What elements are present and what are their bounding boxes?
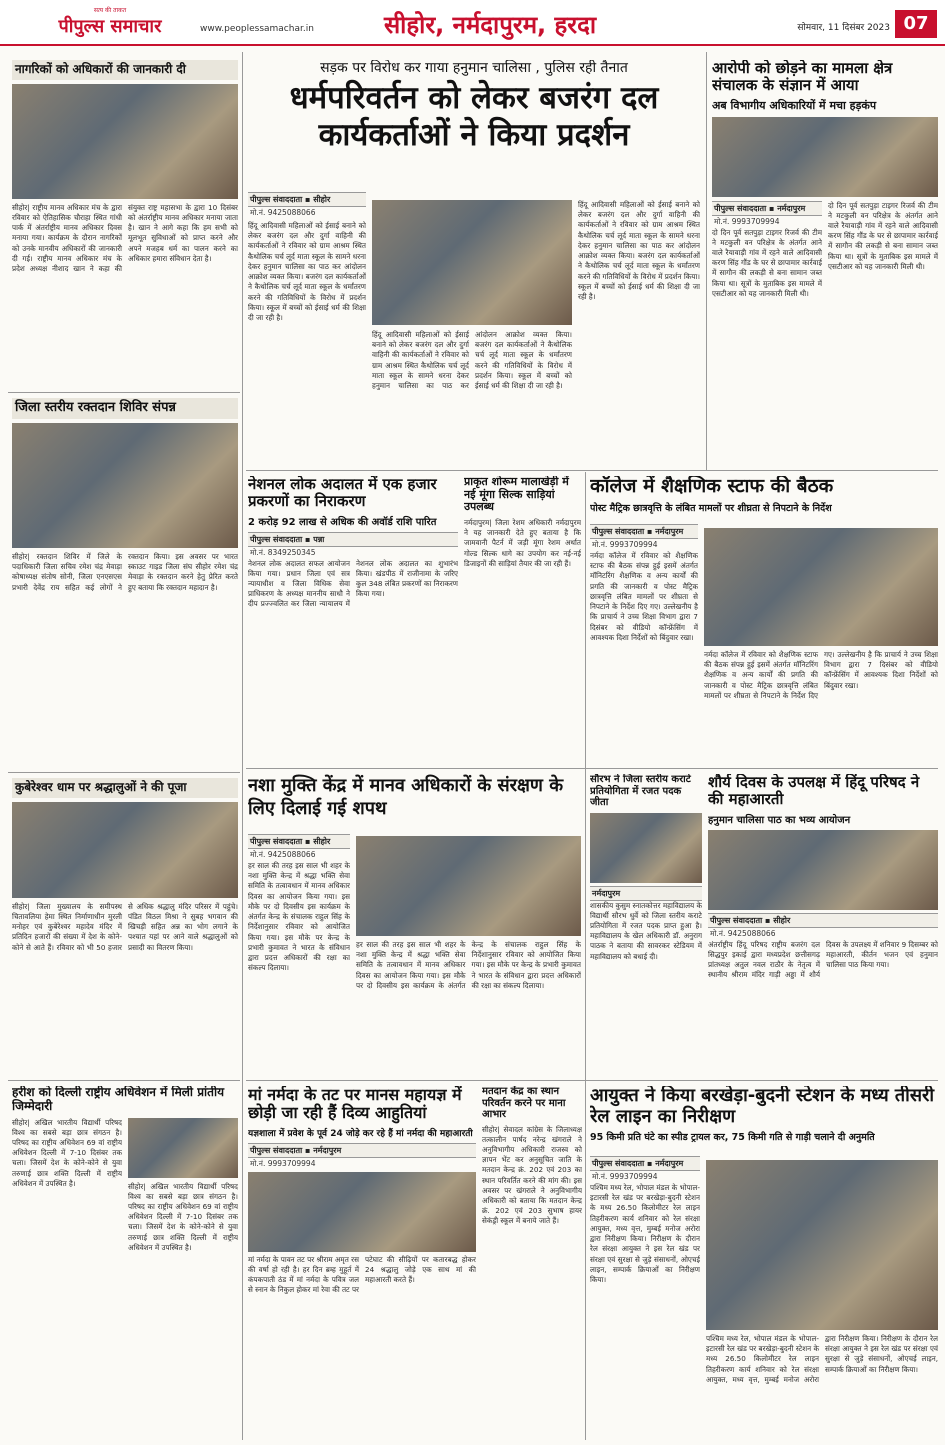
headline: धर्मपरिवर्तन को लेकर बजरंग दल कार्यकर्ताओं ने किया प्रदर्शन: [289, 80, 659, 154]
byline-mobile: मो.नं. 9425088066: [250, 208, 316, 217]
article-body-continued: सीहोर| अखिल भारतीय विद्यार्थी परिषद विश्व का सबसे बड़ा छात्र संगठन है। परिषद का राष्ट्रीय अधिवेशन 69 वां राष्ट्रीय अधिवेशन दिल्ली में 7-10 दिसंबर तक चला। जिसमें देश के कोने-कोने से युवा तरुणाई छात्र शक्ति दिल्ली में राष्ट्रीय अधिवेशन में उपस्थित है।: [128, 1181, 238, 1252]
byline-name: पीपुल्स संवाददाता: [250, 195, 303, 204]
byline-name: पीपुल्स संवाददाता: [710, 915, 763, 925]
byline-mobile: मो.नं. 9993709994: [714, 216, 780, 226]
byline-place: नर्मदापुरम: [655, 1159, 684, 1168]
article-rail-inspection: [590, 1086, 938, 1440]
byline-name: पीपुल्स संवाददाता: [592, 527, 645, 536]
article-body: सीहोर| रक्तदान शिविर में जिले के पदाधिकारी जिला सचिव रमेश चंद्र मेवाड़ा कोषाध्यक्ष संतोष सोनी, जिला एनएसएस प्रभारी देवेंद्र राय सहित कई लोगों ने रक्तदान किया। इस अवसर पर भारत स्काउट गाइड जिला संघ सीहोर रमेश चंद्र मेवाड़ा के रक्तदान करने हेतु प्रेरित करते हुए बताया कि रक्तदान महादान है।: [12, 551, 238, 592]
headline: जिला स्तरीय रक्तदान शिविर संपन्न: [12, 398, 238, 419]
headline: आयुक्त ने किया बरखेड़ा-बुदनी स्टेशन के मध्य तीसरी रेल लाइन का निरीक्षण: [590, 1086, 935, 1127]
byline-place: सीहोर: [313, 837, 331, 846]
byline-name: पीपुल्स संवाददाता: [592, 1159, 645, 1168]
subheadline: पोस्ट मैट्रिक छात्रवृत्ति के लंबित मामलों पर शीघ्रता से निपटाने के निर्देश: [590, 502, 832, 514]
article-photo: [590, 813, 702, 883]
article-karate: [590, 774, 702, 1074]
headline: नेशनल लोक अदालत में एक हजार प्रकरणों का निराकरण: [248, 476, 437, 511]
headline: कुबेरेश्वर धाम पर श्रद्धालुओं ने की पूजा: [12, 778, 238, 798]
byline: पीपुल्स संवाददाता ▪ सीहोर: [248, 834, 350, 849]
byline-place: पन्ना: [313, 534, 325, 544]
headline: मतदान केंद्र का स्थान परिवर्तन करने पर माना आभार: [482, 1086, 566, 1120]
article-de-addiction: [248, 774, 581, 1074]
kicker: सड़क पर विरोध कर गाया हनुमान चालिसा , पुलिस रही तैनात: [320, 60, 628, 76]
article-body: सीहोर| जिला मुख्यालय के समीपस्थ चितावलिया हेमा स्थित निर्माणाधीन मुरली मनोहर एवं कुबेरेश्वर महादेव मंदिर में प्रतिदिन हजारों की संख्या में देश के कोने-कोने से आते हैं। रविवार को भी 50 हजार से अधिक श्रद्धालु मंदिर परिसर में पहुंचे। पंडित विठल मिश्रा ने सुबह भगवान की खिचड़ी सहित अन्न का भोग लगाने के पश्चात यहां पर आने वाले श्रद्धालुओं को प्रसादी का वितरण किया।: [12, 901, 238, 952]
article-photo: [706, 1160, 938, 1330]
article-body-continued: हिंदू आदिवासी महिलाओं को ईसाई बनाने को लेकर बजरंग दल और दुर्गा वाहिनी की कार्यकर्ताओं ने रविवार को ग्राम आश्रम स्थित कैथोलिक चर्च लूर्द माता स्कूल के सामने धरना देकर हनुमान चालिसा का पाठ कर आंदोलन आक्रोश व्यक्त किया। बजरंग दल कार्यकर्ताओं ने कैथोलिक चर्च लूर्द माता स्कूल के धर्मांतरण करने की गतिविधियों के विरोध में प्रदर्शन किया। स्कूल में बच्चों को ईसाई धर्म की शिक्षा दी जा रही है।: [372, 330, 572, 391]
masthead-url: www.peoplessamachar.in: [200, 24, 314, 34]
article-body-continued: दो दिन पूर्व सतपुड़ा टाइगर रिजर्व की टीम ने मटकुली वन परिक्षेत्र के अंतर्गत आने वाले रैयावाड़ी गांव में रहने वाले आदिवासी करण सिंह गौंड के घर से छापामार कार्रवाई में सागौन की लकड़ी से बना सामान जब्त किया था। सूत्रों के मुताबिक इस मामले में एसटीआर को यह जानकारी मिली थी।: [828, 200, 938, 271]
article-body-right: हिंदू आदिवासी महिलाओं को ईसाई बनाने को लेकर बजरंग दल और दुर्गा वाहिनी की कार्यकर्ताओं ने रविवार को ग्राम आश्रम स्थित कैथोलिक चर्च लूर्द माता स्कूल के सामने धरना देकर हनुमान चालिसा का पाठ कर आंदोलन आक्रोश व्यक्त किया। बजरंग दल कार्यकर्ताओं ने कैथोलिक चर्च लूर्द माता स्कूल के धर्मांतरण करने की गतिविधियों के विरोध में प्रदर्शन किया। स्कूल में बच्चों को ईसाई धर्म की शिक्षा दी जा रही है।: [578, 200, 700, 301]
headline: नागरिकों को अधिकारों की जानकारी दी: [12, 60, 238, 80]
headline: प्राकृत शोरूम मालाखेड़ी में नई मूंगा सिल्क साड़ियां उपलब्ध: [464, 476, 569, 514]
article-photo: [12, 423, 238, 548]
headline: सौरभ ने जिला स्तरीय कराटे प्रतियोगिता में रजत पदक जीता: [590, 774, 691, 808]
article-body: नर्मदा कॉलेज में रविवार को शैक्षणिक स्टाफ की बैठक संपन्न हुई इसमें अंतर्गत मॉनिटरिंग शैक्षणिक व अन्य कार्यों की प्रगति की जानकारी व पोस्ट मैट्रिक छात्रवृत्ति लंबित मामलों पर शीघ्रता से निपटाने के निर्देश दिए गए। उल्लेखनीय है कि प्राचार्य ने उच्च शिक्षा विभाग द्वारा 7 दिसंबर को वीडियो कॉन्फ्रेंसिंग में आवश्यक दिशा निर्देशों को बिंदुवार रखा।: [590, 551, 698, 642]
article-photo: [704, 528, 938, 646]
byline-name: पीपुल्स संवाददाता: [250, 1145, 303, 1155]
page-number: 07: [895, 10, 937, 38]
byline-place: सीहोर: [773, 915, 791, 925]
article-college-meeting: [590, 476, 938, 766]
byline: पीपुल्स संवाददाता ▪ नर्मदापुरम: [248, 1143, 476, 1158]
article-lok-adalat: [248, 476, 458, 764]
article-body-continued: हर साल की तरह इस साल भी शहर के नशा मुक्ति केन्द्र में श्रद्धा भक्ति सेवा समिति के तत्वावधान में मानव अधिकार दिवस का आयोजन किया गया। इस मौके पर दो दिवसीय इस कार्यक्रम के अंतर्गत केन्द्र के संचालक राहुल सिंह के निर्देशानुसार रविवार को आयोजित किया गया। इस मौके पर केन्द्र के प्रभारी कुमावत ने भारत के संविधान द्वारा प्रदत्त अधिकारों की रक्षा का संकल्प दिलाया।: [356, 940, 581, 990]
headline: कॉलेज में शैक्षणिक स्टाफ की बैठक: [590, 476, 834, 497]
article-body: हर साल की तरह इस साल भी शहर के नशा मुक्ति केन्द्र में श्रद्धा भक्ति सेवा समिति के तत्वावधान में मानव अधिकार दिवस का आयोजन किया गया। इस मौके पर दो दिवसीय इस कार्यक्रम के अंतर्गत केन्द्र के संचालक राहुल सिंह के निर्देशानुसार रविवार को आयोजित किया गया। इस मौके पर केन्द्र के प्रभारी कुमावत ने भारत के संविधान द्वारा प्रदत्त अधिकारों की रक्षा का संकल्प दिलाया।: [248, 861, 350, 973]
edition-date: सोमवार, 11 दिसंबर 2023: [797, 23, 890, 33]
byline-name: पीपुल्स संवाददाता: [250, 534, 303, 544]
article-body: दो दिन पूर्व सतपुड़ा टाइगर रिजर्व की टीम ने मटकुली वन परिक्षेत्र के अंतर्गत आने वाले रैयावाड़ी गांव में रहने वाले आदिवासी करण सिंह गौंड के घर से छापामार कार्रवाई में सागौन की लकड़ी से बना सामान जब्त किया था। सूत्रों के मुताबिक इस मामले में एसटीआर को यह जानकारी मिली थी।: [712, 227, 822, 298]
article-narmada-yagya: [248, 1086, 476, 1440]
byline-place: सीहोर: [313, 195, 331, 204]
byline: पीपुल्स संवाददाता ▪ सीहोर: [248, 192, 366, 207]
subheadline: हनुमान चालिसा पाठ का भव्य आयोजन: [708, 814, 851, 826]
article-body: सीहोर| राष्ट्रीय मानव अधिकार मंच के द्वारा रविवार को ऐतिहासिक चौराहा स्थित गांधी पार्क में अंतर्राष्ट्रीय मानव अधिकार दिवस मनाया गया। कार्यक्रम के दौरान नागरिकों को उनके मानवीय अधिकारों की जानकारी दी गई। राष्ट्रीय मानव अधिकार मंच के प्रदेश अध्यक्ष नीशाद खान ने कहा की संयुक्त राष्ट्र महासभा के द्वारा 10 दिसंबर को अंतर्राष्ट्रीय मानव अधिकार मनाया जाता है। खान ने आगे कहा कि हम सभी को मूलभूत सुविधाओं को प्राप्त करने और अपने मजहब धर्म का पालन करने का अधिकार हमारा संविधान देता है।: [12, 202, 238, 274]
section-title: सीहोर, नर्मदापुरम, हरदा: [383, 11, 597, 39]
byline-place: नर्मदापुरम: [777, 203, 806, 213]
article-body: मां नर्मदा के पावन तट पर श्रीराम अमृत रस की वर्षा हो रही है। हर दिन ब्रम्ह मुहूर्त में कंपकपाती ठंड में मां नर्मदा के पवित्र जल से स्नान के निकुल होकर मां रेवा की तट पर पटेघाट की सीढ़ियों पर कतारबद्ध होकर 24 श्रद्धालु जोड़े एक साथ मां की महाआरती करते हैं।: [248, 1254, 476, 1295]
article-conversion-protest: [248, 60, 700, 470]
headline: हरीश को दिल्ली राष्ट्रीय अधिवेशन में मिली प्रांतीय जिम्मेदारी: [12, 1086, 225, 1113]
byline: पीपुल्स संवाददाता ▪ नर्मदापुरम: [712, 201, 822, 216]
byline-mobile: मो.नं. 8349250345: [250, 547, 316, 557]
byline-mobile: मो.नं. 9425088066: [710, 928, 776, 938]
article-photo: [372, 200, 572, 325]
logo-tagline: सत्य की ताकत: [93, 7, 127, 14]
headline: शौर्य दिवस के उपलक्ष में हिंदू परिषद ने की महाआरती: [708, 774, 920, 809]
subheadline: अब विभागीय अधिकारियों में मचा हड़कंप: [712, 98, 877, 112]
byline-mobile: मो.नं. 9993709994: [250, 1158, 316, 1168]
article-body: अंतर्राष्ट्रीय हिंदू परिषद राष्ट्रीय बजरंग दल सिद्धपुर इकाई द्वारा मध्यप्रदेश छत्तीसगढ़ प्रांतध्यक्ष अतुल नवल राठौर के नेतृत्व में स्थानीय श्रीराम मंदिर गाड़ी अड्डा में शौर्य दिवस के उपलक्ष्य में शनिवार 9 दिसम्बर को महाआरती, कीर्तन भजन एवं हनुमान चालिसा पाठ किया गया।: [708, 939, 938, 980]
subheadline: 2 करोड़ 92 लाख से अधिक की अवॉर्ड राशि पारित: [248, 516, 437, 528]
subheadline: यज्ञशाला में प्रवेश के पूर्व 24 जोड़े कर रहे हैं मां नर्मदा की महाआरती: [248, 1128, 473, 1139]
headline: आरोपी को छोड़ने का मामला क्षेत्र संचालक के संज्ञान में आया: [712, 60, 893, 95]
article-harish-abvp: [12, 1086, 238, 1440]
article-body: शासकीय कुसुम स्नातकोत्तर महाविद्यालय के विद्यार्थी सौरभ धुर्वे को जिला स्तरीय कराटे प्रतियोगिता में रजत पदक प्राप्त हुआ है। महाविद्यालय के खेल अधिकारी डॉ. अनुराग पाठक ने बताया की सावरकर स्टेडियम में महाविद्यालय को बधाई दी।: [590, 900, 702, 961]
masthead: [0, 0, 945, 46]
masthead-logo: [10, 6, 210, 40]
logo-text: पीपुल्स समाचार: [58, 16, 162, 37]
byline: पीपुल्स संवाददाता ▪ नर्मदापुरम: [590, 524, 698, 539]
article-body: सीहोर| सेवादल कांग्रेस के जिलाध्यक्ष तत्कालीन पार्षद नरेन्द्र खंगराले ने अनुविभागीय अधिकारी राजस्व को ज्ञापन भेंट कर अनुसूचित जाति के मतदान केन्द्र क्रं. 202 एवं 203 का स्थान परिवर्तित करने की मांग की। इस अवसर पर खंगराले ने अनुविभागीय अधिकारी को बताया कि मतदान केन्द्र क्रं. 202 एवं 203 सुभाष हायर सेकंड्री स्कूल में बनाये जाते हैं।: [482, 1124, 582, 1226]
portrait-photo: [128, 1118, 238, 1178]
article-silk-sarees: [464, 476, 581, 764]
article-kubereshwar: [12, 778, 238, 1074]
article-body: पश्चिम मध्य रेल, भोपाल मंडल के भोपाल-इटारसी रेल खंड पर बरखेड़ा-बुदनी स्टेशन के मध्य 26.50 किलोमीटर रेल लाइन तिहरीकरण कार्य शनिवार को रेल संरक्षा आयुक्त, मध्य वृत्त, मुम्बई मनोज अरोरा द्वारा निरीक्षण किया। निरीक्षण के दौरान रेल संरक्षा आयुक्त ने इस रेल खंड पर संरक्षा एवं सुरक्षा से जुड़े संसाधनों, ओएचई लाइन, सम्पार्क क्रियाओं का निरीक्षण किया।: [590, 1183, 700, 1284]
article-photo: [248, 1172, 476, 1252]
article-body-continued: नर्मदा कॉलेज में रविवार को शैक्षणिक स्टाफ की बैठक संपन्न हुई इसमें अंतर्गत मॉनिटरिंग शैक्षणिक व अन्य कार्यों की प्रगति की जानकारी व पोस्ट मैट्रिक छात्रवृत्ति लंबित मामलों पर शीघ्रता से निपटाने के निर्देश दिए गए। उल्लेखनीय है कि प्राचार्य ने उच्च शिक्षा विभाग द्वारा 7 दिसंबर को वीडियो कॉन्फ्रेंसिंग में आवश्यक दिशा निर्देशों को बिंदुवार रखा।: [704, 650, 938, 700]
article-photo: [708, 830, 938, 910]
article-human-rights-info: [12, 60, 238, 390]
article-body: नर्मदापुरम| जिला रेशम अधिकारी नर्मदापुरम ने यह जानकारी देते हुए बताया है कि जामवानी पैटर्न में जड़ी मूंगा रेशम अर्थात गोल्ड सिल्क धागे का उपयोग कर नई-नई डिजाइनों की साड़ियां तैयार की जा रही हैं।: [464, 517, 581, 568]
byline-mobile: मो.नं. 9993709994: [592, 540, 658, 549]
article-photo: [12, 84, 238, 199]
article-accused-released: [712, 60, 938, 470]
byline-mobile: मो.नं. 9425088066: [250, 850, 316, 859]
article-photo: [12, 802, 238, 898]
headline: मां नर्मदा के तट पर मानस महायज्ञ में छोड़ी जा रही हैं दिव्य आहुतियां: [248, 1086, 462, 1123]
article-body-continued: पश्चिम मध्य रेल, भोपाल मंडल के भोपाल-इटारसी रेल खंड पर बरखेड़ा-बुदनी स्टेशन के मध्य 26.50 किलोमीटर रेल लाइन तिहरीकरण कार्य शनिवार को रेल संरक्षा आयुक्त, मध्य वृत्त, मुम्बई मनोज अरोरा द्वारा निरीक्षण किया। निरीक्षण के दौरान रेल संरक्षा आयुक्त ने इस रेल खंड पर संरक्षा एवं सुरक्षा से जुड़े संसाधनों, ओएचई लाइन, सम्पार्क क्रियाओं का निरीक्षण किया।: [706, 1334, 938, 1384]
byline: पीपुल्स संवाददाता ▪ पन्ना: [248, 532, 458, 547]
article-photo: [356, 836, 581, 936]
byline-place: नर्मदापुरम: [655, 527, 684, 536]
article-body: हिंदू आदिवासी महिलाओं को ईसाई बनाने को लेकर बजरंग दल और दुर्गा वाहिनी की कार्यकर्ताओं ने रविवार को ग्राम आश्रम स्थित कैथोलिक चर्च लूर्द माता स्कूल के सामने धरना देकर हनुमान चालिसा का पाठ कर आंदोलन आक्रोश व्यक्त किया। बजरंग दल कार्यकर्ताओं ने कैथोलिक चर्च लूर्द माता स्कूल के धर्मांतरण करने की गतिविधियों के विरोध में प्रदर्शन किया। स्कूल में बच्चों को ईसाई धर्म की शिक्षा दी जा रही है।: [248, 221, 366, 322]
article-photo: [712, 117, 938, 197]
byline-place: नर्मदापुरम: [313, 1145, 342, 1155]
byline: नर्मदापुरम: [590, 886, 702, 901]
byline: पीपुल्स संवाददाता ▪ सीहोर: [708, 913, 938, 928]
article-polling-station: [482, 1086, 582, 1440]
article-blood-donation: [12, 398, 238, 772]
byline-mobile: मो.नं. 9993709994: [592, 1172, 658, 1181]
byline-name: पीपुल्स संवाददाता: [714, 203, 767, 213]
headline: नशा मुक्ति केंद्र में मानव अधिकारों के संरक्षण के लिए दिलाई गई शपथ: [248, 775, 564, 820]
byline-name: पीपुल्स संवाददाता: [250, 837, 303, 846]
article-shaurya-diwas: [708, 774, 938, 1074]
article-body: सीहोर| अखिल भारतीय विद्यार्थी परिषद विश्व का सबसे बड़ा छात्र संगठन है। परिषद का राष्ट्रीय अधिवेशन 69 वां राष्ट्रीय अधिवेशन दिल्ली में 7-10 दिसंबर तक चला। जिसमें देश के कोने-कोने से युवा तरुणाई छात्र शक्ति दिल्ली में राष्ट्रीय अधिवेशन में उपस्थित है।: [12, 1117, 122, 1188]
article-body: नेशनल लोक अदालत सफल आयोजन किया गया। प्रधान जिला एवं सत्र न्यायाधीश व जिला विधिक सेवा प्राधिकरण के अध्यक्ष माननीय साधौ ने दीप प्रज्ज्वलित कर जिला न्यायालय में नेशनल लोक अदालत का शुभारंभ किया। खंडपीठ में राजीनामा के जरिए कुल 348 लंबित प्रकरणों का निराकरण किया गया।: [248, 558, 458, 609]
subheadline: 95 किमी प्रति घंटे का स्पीड ट्रायल कर, 75 किमी गति से गाड़ी चलाने दी अनुमति: [590, 1132, 875, 1144]
byline: पीपुल्स संवाददाता ▪ नर्मदापुरम: [590, 1156, 700, 1171]
